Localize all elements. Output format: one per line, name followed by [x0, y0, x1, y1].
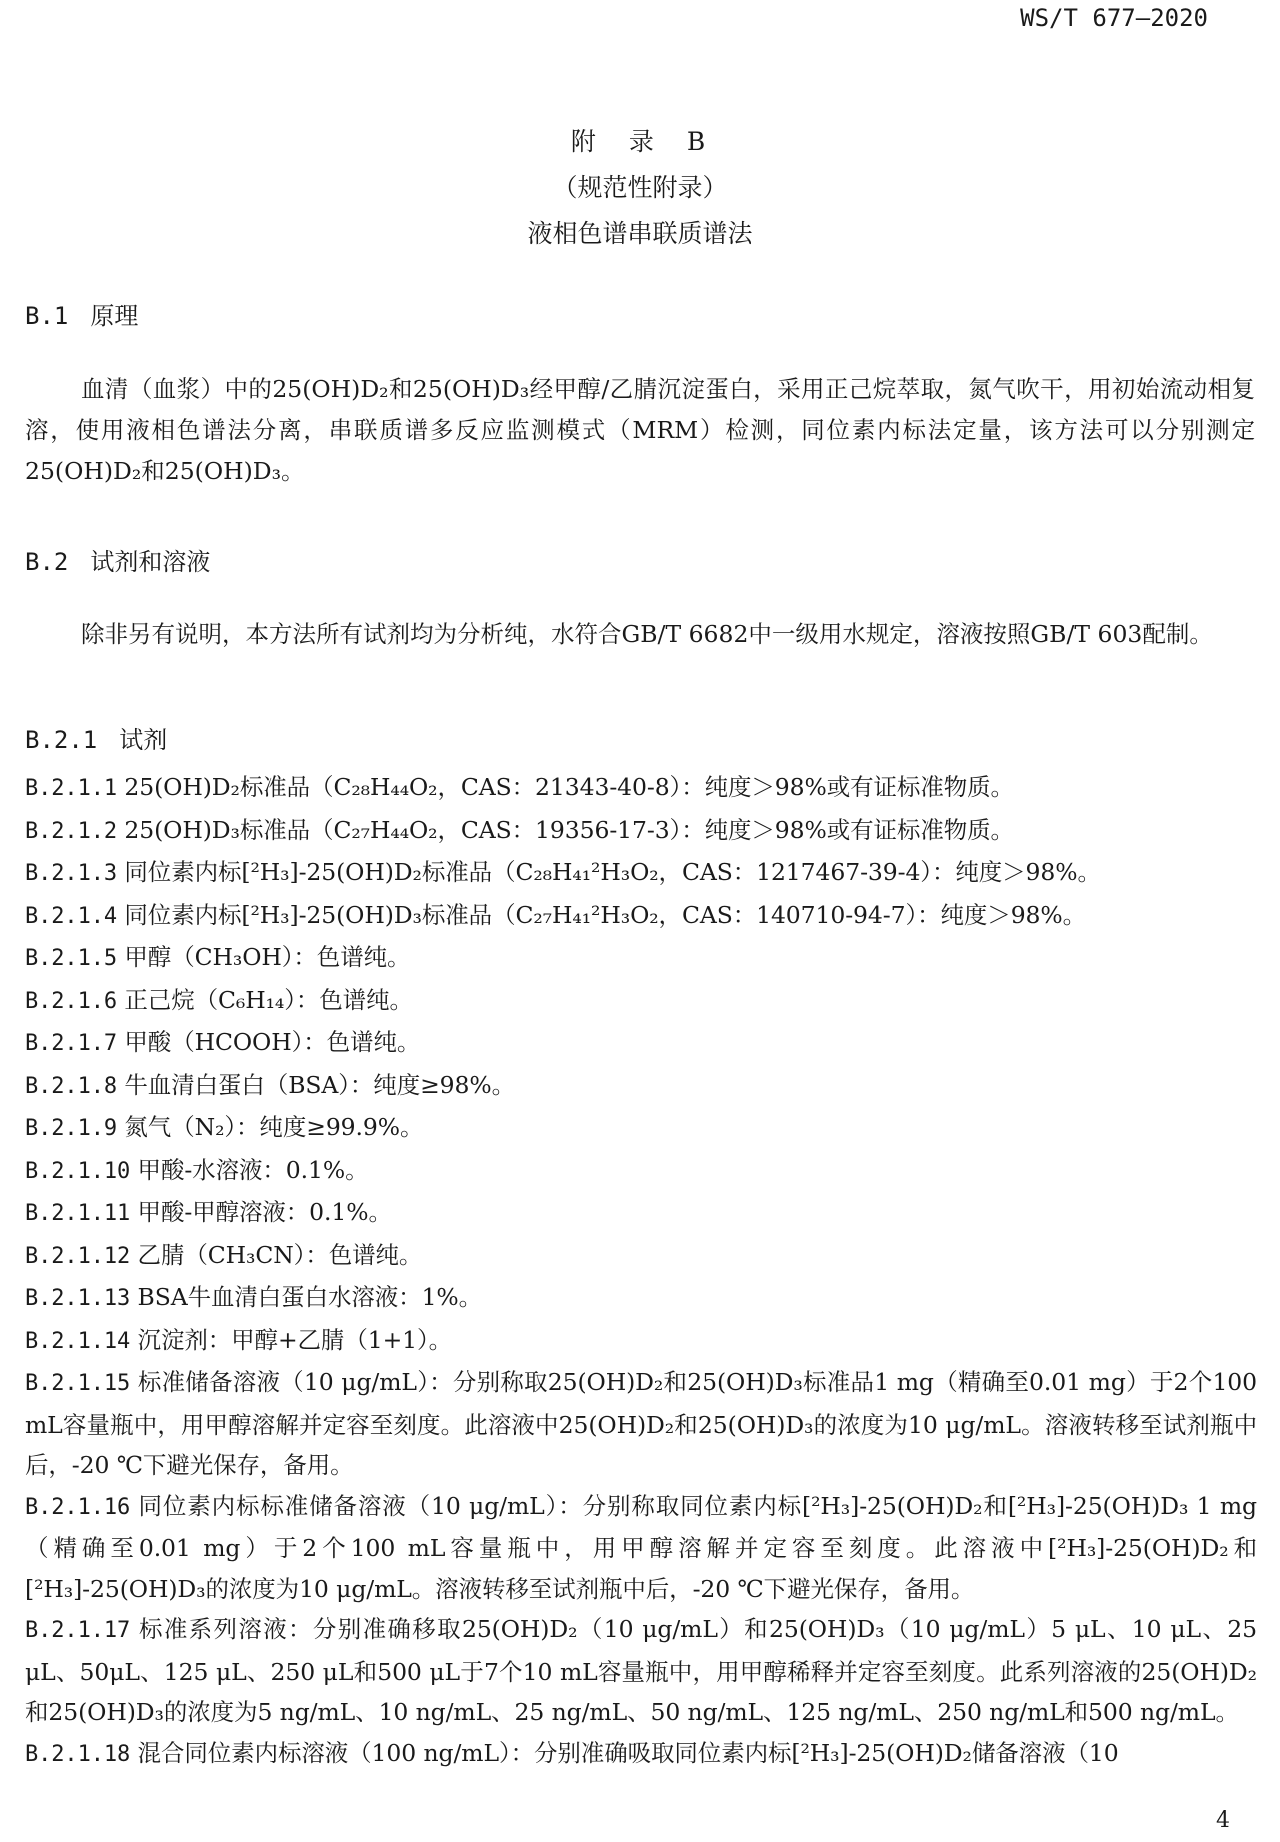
reagent-number: B.2.1.12 — [25, 1243, 131, 1269]
reagent-list — [25, 767, 1257, 1775]
reagent-item — [25, 1150, 1257, 1193]
appendix-kind: （规范性附录） — [552, 173, 728, 202]
reagent-item — [25, 852, 1257, 895]
reagent-text: 甲酸-水溶液：0.1%。 — [130, 1155, 369, 1184]
reagent-number: B.2.1.10 — [25, 1158, 131, 1184]
reagent-number: B.2.1.17 — [25, 1618, 131, 1643]
reagent-item — [25, 895, 1257, 938]
reagent-number: B.2.1.11 — [25, 1201, 131, 1226]
reagent-item — [25, 1065, 1257, 1108]
section-title: 原理 — [90, 302, 139, 330]
reagent-item — [25, 810, 1257, 853]
appendix-title: 液相色谱串联质谱法 — [527, 219, 753, 248]
reagent-text: 同位素内标[²H₃]-25(OH)D₂标准品（C₂₈H₄₁²H₃O₂，CAS：1217467-39-4）：纯度＞98%。 — [117, 858, 1101, 886]
section-title: 试剂和溶液 — [90, 548, 211, 576]
reagent-item — [25, 1320, 1257, 1363]
section-heading-b21 — [25, 720, 167, 755]
reagent-number: B.2.1.7 — [25, 1031, 118, 1056]
reagent-text: 甲酸-甲醇溶液：0.1%。 — [130, 1198, 392, 1226]
section-title: 试剂 — [119, 726, 168, 754]
reagent-item — [25, 1609, 1257, 1733]
reagent-item — [25, 937, 1257, 980]
reagent-text: 标准储备溶液（10 μg/mL）：分别称取25(OH)D₂和25(OH)D₃标准品1 mg（精确至0.01 mg）于2个100 mL容量瓶中，用甲醇溶解并定容至刻度。此溶液中25(OH)D₂和25(OH)D₃的浓度为10 μg/mL。溶液转移至试剂瓶中后，-20 ℃下避光保存，备用。 — [25, 1368, 1257, 1479]
reagent-number: B.2.1.16 — [25, 1494, 131, 1520]
reagent-number: B.2.1.14 — [25, 1328, 131, 1354]
reagent-number: B.2.1.3 — [25, 861, 118, 886]
reagent-item — [25, 1235, 1257, 1278]
reagent-text: 标准系列溶液：分别准确移取25(OH)D₂（10 μg/mL）和25(OH)D₃（10 μg/mL）5 μL、10 μL、25 μL、50μL、125 μL、250 μL和500 μL于7个10 mL容量瓶中，用甲醇稀释并定容至刻度。此系列溶液的25(OH)D₂和25(OH)D₃的浓度为5 ng/mL、10 ng/mL、25 ng/mL、50 ng/mL、125 ng/mL、250 ng/mL和500 ng/mL。 — [25, 1615, 1257, 1726]
reagent-item — [25, 1486, 1257, 1610]
reagent-number: B.2.1.9 — [25, 1116, 118, 1141]
reagent-item — [25, 1107, 1257, 1150]
principle-paragraph: 血清（血浆）中的25(OH)D₂和25(OH)D₃经甲醇/乙腈沉淀蛋白，采用正己烷萃取，氮气吹干，用初始流动相复溶，使用液相色谱法分离，串联质谱多反应监测模式（MRM）检测，同位素内标法定量，该方法可以分别测定25(OH)D₂和25(OH)D₃。 — [25, 375, 1255, 485]
reagent-text: 混合同位素内标溶液（100 ng/mL）：分别准确吸取同位素内标[²H₃]-25(OH)D₂储备溶液（10 — [130, 1738, 1119, 1767]
reagent-number: B.2.1.6 — [25, 988, 118, 1014]
reagent-text: 25(OH)D₂标准品（C₂₈H₄₄O₂，CAS：21343-40-8）：纯度＞98%或有证标准物质。 — [117, 773, 1014, 801]
reagent-text: 牛血清白蛋白（BSA）：纯度≥98%。 — [117, 1070, 516, 1099]
section-heading-b2 — [25, 542, 210, 577]
reagent-item — [25, 1362, 1257, 1486]
reagent-text: 氮气（N₂）：纯度≥99.9%。 — [117, 1113, 424, 1141]
section-number: B.1 — [25, 302, 69, 330]
section-number: B.2.1 — [25, 726, 98, 754]
reagent-text: 甲醇（CH₃OH）：色谱纯。 — [117, 943, 411, 971]
reagent-number: B.2.1.15 — [25, 1371, 131, 1396]
reagent-item — [25, 980, 1257, 1023]
reagent-number: B.2.1.4 — [25, 903, 118, 929]
reagent-text: 甲酸（HCOOH）：色谱纯。 — [117, 1028, 421, 1056]
reagent-number: B.2.1.18 — [25, 1741, 131, 1767]
reagent-number: B.2.1.2 — [25, 818, 118, 844]
reagent-item — [25, 767, 1257, 810]
reagent-number: B.2.1.8 — [25, 1073, 118, 1099]
reagent-text: 同位素内标标准储备溶液（10 μg/mL）：分别称取同位素内标[²H₃]-25(OH)D₂和[²H₃]-25(OH)D₃ 1 mg（精确至0.01 mg）于2个100 mL容量瓶中，用甲醇溶解并定容至刻度。此溶液中[²H₃]-25(OH)D₂和[²H₃]-25(OH)D₃的浓度为10 μg/mL。溶液转移至试剂瓶中后，-20 ℃下避光保存，备用。 — [25, 1491, 1257, 1603]
reagent-number: B.2.1.1 — [25, 776, 118, 801]
standard-code: WS/T 677—2020 — [1020, 4, 1208, 32]
reagent-text: 正己烷（C₆H₁₄）：色谱纯。 — [117, 985, 413, 1014]
reagent-text: 同位素内标[²H₃]-25(OH)D₃标准品（C₂₇H₄₁²H₃O₂，CAS：140710-94-7）：纯度＞98%。 — [117, 900, 1087, 929]
reagents-intro-paragraph: 除非另有说明，本方法所有试剂均为分析纯，水符合GB/T 6682中一级用水规定，溶液按照GB/T 603配制。 — [81, 620, 1213, 648]
appendix-label: 附 录 B — [570, 127, 710, 156]
reagent-item — [25, 1192, 1257, 1235]
reagent-text: 乙腈（CH₃CN）：色谱纯。 — [130, 1240, 423, 1269]
reagent-text: BSA牛血清白蛋白水溶液：1%。 — [130, 1283, 483, 1311]
section-number: B.2 — [25, 548, 69, 576]
reagent-number: B.2.1.13 — [25, 1286, 131, 1311]
reagent-item — [25, 1277, 1257, 1320]
section-heading-b1 — [25, 296, 138, 331]
page-number: 4 — [1216, 1808, 1230, 1833]
reagent-number: B.2.1.5 — [25, 946, 118, 971]
reagent-item — [25, 1022, 1257, 1065]
reagent-text: 沉淀剂：甲醇+乙腈（1+1）。 — [130, 1325, 453, 1354]
reagent-text: 25(OH)D₃标准品（C₂₇H₄₄O₂，CAS：19356-17-3）：纯度＞98%或有证标准物质。 — [117, 815, 1014, 844]
reagent-item — [25, 1733, 1257, 1776]
